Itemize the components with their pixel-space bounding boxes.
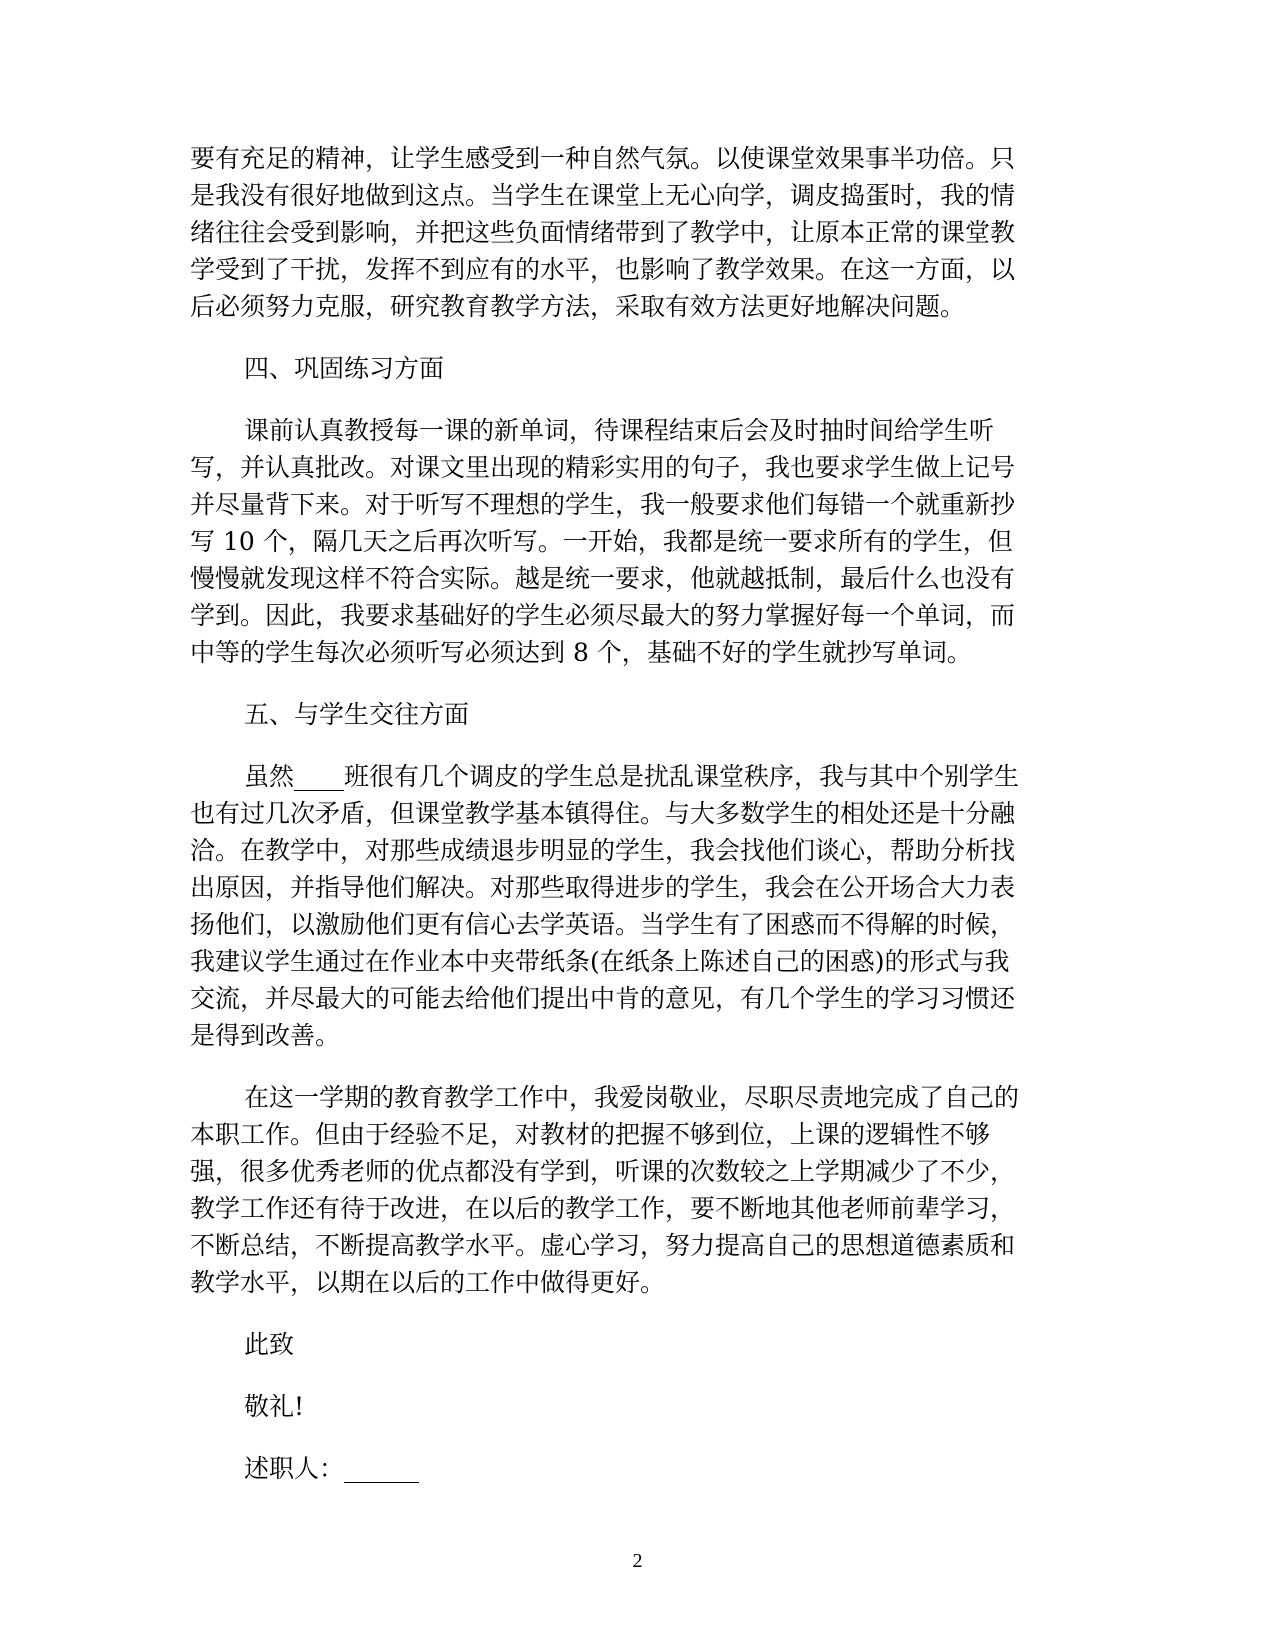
paragraph-2 [190,412,1090,671]
paragraph-line: 写 10 个，隔几天之后再次听写。一开始，我都是统一要求所有的学生，但 [190,527,1013,556]
paragraph-line: 学受到了干扰，发挥不到应有的水平，也影响了教学效果。在这一方面，以 [190,255,1016,284]
paragraph-line: 中等的学生每次必须听写必须达到 8 个，基础不好的学生就抄写单词。 [190,638,972,667]
paragraph-4 [190,1079,1090,1301]
paragraph-line: 要有充足的精神，让学生感受到一种自然气氛。以使课堂效果事半功倍。只 [190,144,1016,173]
paragraph-line: 交流，并尽最大的可能去给他们提出中肯的意见，有几个学生的学习习惯还 [190,984,1016,1013]
paragraph-line: 本职工作。但由于经验不足，对教材的把握不够到位，上课的逻辑性不够 [190,1120,991,1149]
paragraph-line: 我建议学生通过在作业本中夹带纸条(在纸条上陈述自己的困惑)的形式与我 [190,947,1010,976]
paragraph-line: 扬他们，以激励他们更有信心去学英语。当学生有了困惑而不得解的时候， [190,910,1016,939]
paragraph-line: 后必须努力克服，研究教育教学方法，采取有效方法更好地解决问题。 [190,292,966,321]
paragraph-line: 慢慢就发现这样不符合实际。越是统一要求，他就越抵制，最后什么也没有 [190,564,1016,593]
section-heading-5: 五、与学生交往方面 [244,700,470,729]
paragraph-line: 洽。在教学中，对那些成绩退步明显的学生，我会找他们谈心，帮助分析找 [190,836,1016,865]
paragraph-line: 是得到改善。 [190,1021,341,1050]
paragraph-line: 在这一学期的教育教学工作中，我爱岗敬业，尽职尽责地完成了自己的 [244,1083,1020,1112]
paragraph-line: 并尽量背下来。对于听写不理想的学生，我一般要求他们每错一个就重新抄 [190,490,1016,519]
paragraph-line: 是我没有很好地做到这点。当学生在课堂上无心向学，调皮捣蛋时，我的情 [190,181,1016,210]
paragraph-line: 绪往往会受到影响，并把这些负面情绪带到了教学中，让原本正常的课堂教 [190,218,1016,247]
page-number: 2 [632,1550,643,1572]
paragraph-line: 学到。因此，我要求基础好的学生必须尽最大的努力掌握好每一个单词，而 [190,601,1016,630]
paragraph-line: 虽然____班很有几个调皮的学生总是扰乱课堂秩序，我与其中个别学生 [244,762,1020,791]
paragraph-line: 出原因，并指导他们解决。对那些取得进步的学生，我会在公开场合大力表 [190,873,1016,902]
paragraph-3 [190,758,1090,1054]
paragraph-line: 课前认真教授每一课的新单词，待课程结束后会及时抽时间给学生听 [244,416,995,445]
section-heading-4: 四、巩固练习方面 [244,354,445,383]
paragraph-1 [190,140,1090,325]
paragraph-line: 写，并认真批改。对课文里出现的精彩实用的句子，我也要求学生做上记号 [190,453,1016,482]
closing-regards: 敬礼! [244,1392,305,1421]
paragraph-line: 教学水平，以期在以后的工作中做得更好。 [190,1268,666,1297]
document-body [190,140,1090,1512]
closing-salutation: 此致 [244,1330,295,1359]
paragraph-line: 教学工作还有待于改进，在以后的教学工作，要不断地其他老师前辈学习， [190,1194,1016,1223]
signature-line: 述职人：______ [244,1454,420,1483]
paragraph-line: 强，很多优秀老师的优点都没有学到，听课的次数较之上学期减少了不少， [190,1157,1016,1186]
paragraph-line: 不断总结，不断提高教学水平。虚心学习，努力提高自己的思想道德素质和 [190,1231,1016,1260]
paragraph-line: 也有过几次矛盾，但课堂教学基本镇得住。与大多数学生的相处还是十分融 [190,799,1016,828]
